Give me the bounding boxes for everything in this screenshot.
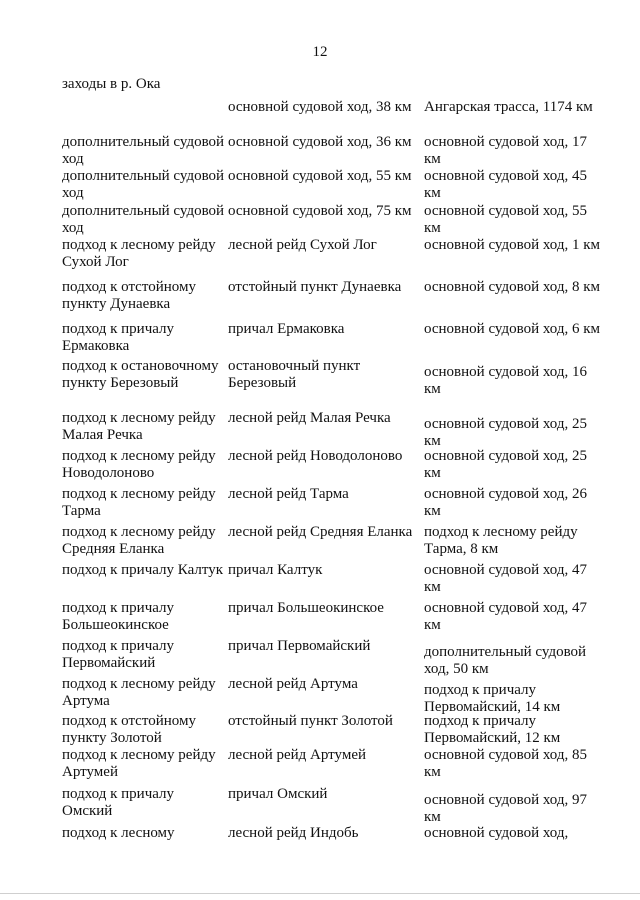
route-name-cell: подход к лесному рейду Новодолоново [62,448,216,481]
route-name-cell: подход к лесному рейду Малая Речка [62,410,216,443]
route-destination-cell: отстойный пункт Дунаевка [228,279,402,295]
route-name-cell: подход к причалу Ермаковка [62,321,175,354]
route-destination-cell: причал Первомайский [228,638,371,654]
route-origin-cell: основной судовой ход, 97 км [424,792,587,825]
route-destination-cell: лесной рейд Индобь [228,825,359,841]
route-destination-cell: основной судовой ход, 38 км [228,99,412,115]
route-destination-cell: причал Омский [228,786,328,802]
route-name-cell: подход к причалу Калтук [62,562,223,578]
route-destination-cell: лесной рейд Артумей [228,747,367,763]
route-origin-cell: основной судовой ход, 26 км [424,486,587,519]
route-name-cell: подход к лесному рейду Средняя Еланка [62,524,216,557]
route-origin-cell: основной судовой ход, 25 км [424,448,587,481]
route-origin-cell: дополнительный судовой ход, 50 км [424,644,587,677]
route-origin-cell: подход к причалу Первомайский, 14 км [424,682,561,715]
route-origin-cell: основной судовой ход, 25 км [424,416,587,449]
route-destination-cell: причал Калтук [228,562,323,578]
route-name-cell: подход к лесному [62,825,175,841]
route-name-cell: подход к отстойному пункту Дунаевка [62,279,196,312]
route-origin-cell: основной судовой ход, 1 км [424,237,601,253]
route-destination-cell: причал Большеокинское [228,600,384,616]
route-origin-cell: основной судовой ход, 47 км [424,600,587,633]
route-name-cell: дополнительный судовой ход [62,203,225,236]
route-name-cell: подход к отстойному пункту Золотой [62,713,196,746]
route-destination-cell: лесной рейд Сухой Лог [228,237,377,253]
page-number: 12 [312,44,328,60]
route-origin-cell: основной судовой ход, 16 км [424,364,587,397]
route-destination-cell: лесной рейд Новодолоново [228,448,403,464]
route-name-cell: дополнительный судовой ход [62,168,225,201]
route-origin-cell: основной судовой ход, 85 км [424,747,587,780]
route-destination-cell: основной судовой ход, 75 км [228,203,412,219]
route-destination-cell: остановочный пункт Березовый [228,358,361,391]
route-origin-cell: основной судовой ход, 55 км [424,203,587,236]
route-origin-cell: основной судовой ход, 6 км [424,321,601,337]
section-heading: заходы в р. Ока [62,76,161,92]
route-origin-cell: основной судовой ход, 47 км [424,562,587,595]
route-origin-cell: Ангарская трасса, 1174 км [424,99,593,115]
route-origin-cell: подход к лесному рейду Тарма, 8 км [424,524,578,557]
route-destination-cell: лесной рейд Малая Речка [228,410,391,426]
route-origin-cell: основной судовой ход, 8 км [424,279,601,295]
route-name-cell: подход к остановочному пункту Березовый [62,358,219,391]
scan-edge-line [0,893,640,894]
route-destination-cell: основной судовой ход, 36 км [228,134,412,150]
route-destination-cell: причал Ермаковка [228,321,345,337]
route-destination-cell: отстойный пункт Золотой [228,713,393,729]
route-name-cell: дополнительный судовой ход [62,134,225,167]
route-name-cell: подход к причалу Большеокинское [62,600,175,633]
route-name-cell: подход к лесному рейду Сухой Лог [62,237,216,270]
route-origin-cell: основной судовой ход, [424,825,569,841]
route-origin-cell: основной судовой ход, 17 км [424,134,587,167]
route-destination-cell: лесной рейд Артума [228,676,358,692]
route-name-cell: подход к лесному рейду Тарма [62,486,216,519]
route-name-cell: подход к причалу Омский [62,786,175,819]
route-name-cell: подход к лесному рейду Артума [62,676,216,709]
route-destination-cell: лесной рейд Средняя Еланка [228,524,413,540]
route-name-cell: подход к лесному рейду Артумей [62,747,216,780]
route-name-cell: подход к причалу Первомайский [62,638,175,671]
route-destination-cell: лесной рейд Тарма [228,486,349,502]
route-origin-cell: подход к причалу Первомайский, 12 км [424,713,561,746]
route-origin-cell: основной судовой ход, 45 км [424,168,587,201]
route-destination-cell: основной судовой ход, 55 км [228,168,412,184]
